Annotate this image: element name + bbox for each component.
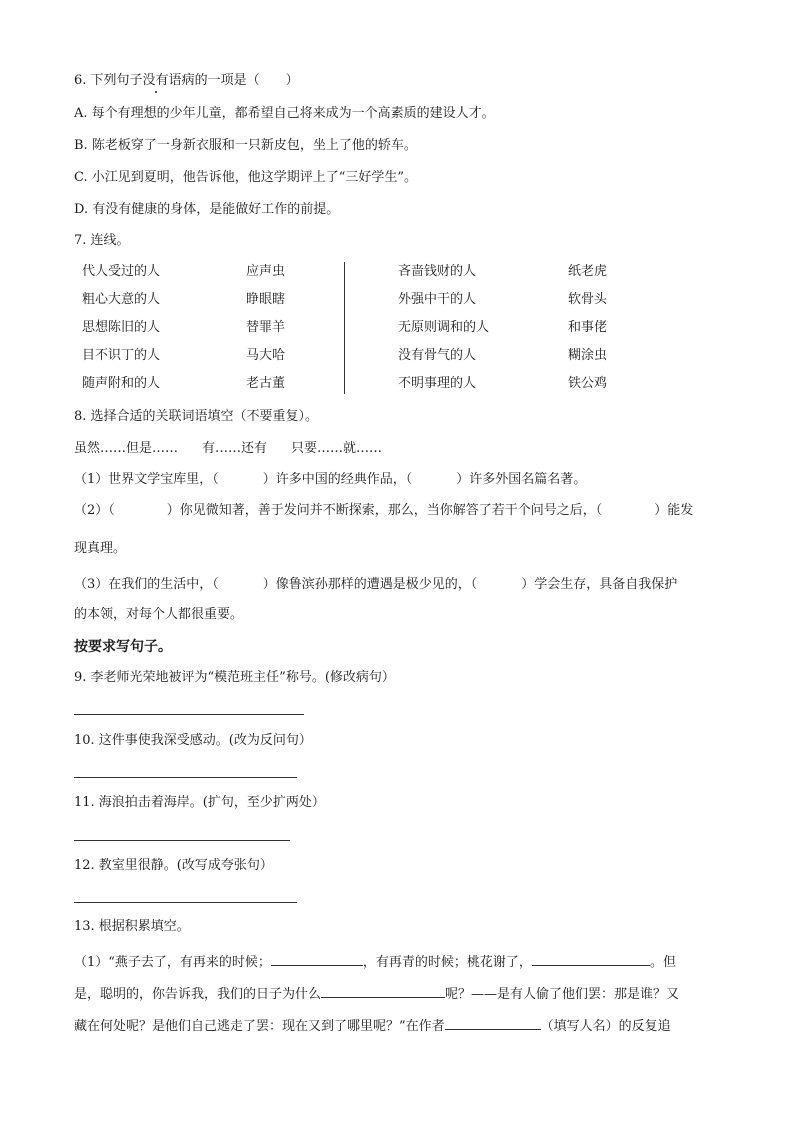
q12-prompt: 12. 教室里很静。(改写成夸张句）: [74, 858, 273, 873]
q8-word-option: 只要……就……: [291, 441, 383, 456]
q8-s3-text: （3）在我们的生活中，（: [74, 577, 219, 592]
q13-line-2: [74, 983, 679, 1004]
q8-s3-text: ）像鲁滨孙那样的遭遇是极少见的，（: [262, 577, 478, 592]
q8-sentence-1: [74, 471, 586, 489]
q7-right-match: 铁公鸡: [568, 376, 608, 391]
q6-option-c: C. 小江见到夏明，他告诉他，他这学期评上了“三好学生”。: [74, 170, 418, 185]
q6-option-d: D. 有没有健康的身体，是能做好工作的前提。: [74, 202, 340, 217]
q8-s3-continued: 的本领，对每个人都很重要。: [74, 607, 244, 622]
q7-left-match: 马大哈: [246, 348, 286, 363]
q7-left-match: 替罪羊: [246, 320, 286, 335]
q6-option-b: B. 陈老板穿了一身新衣服和一只新皮包，坐上了他的轿车。: [74, 138, 417, 153]
q13-blank-2[interactable]: [532, 951, 650, 966]
q13-text: 藏在何处呢？是他们自己逃走了罢：现在又到了哪里呢？”在作者: [74, 1019, 445, 1034]
q7-left-term: 代人受过的人: [82, 264, 161, 279]
q13-text: ，有再青的时候；桃花谢了，: [362, 955, 532, 970]
q8-word-option: 有……还有: [202, 441, 268, 456]
q8-s1-text: ）许多外国名篇名著。: [456, 472, 587, 487]
q8-s2-text: （2）（: [74, 503, 115, 518]
q8-s2-text: ）能发: [654, 503, 694, 518]
q9-prompt: 9. 李老师光荣地被评为“模范班主任”称号。(修改病句）: [74, 670, 395, 685]
q13-text: 呢？——是有人偷了他们罢：那是谁？又: [445, 987, 680, 1002]
q13-line-3: [74, 1015, 671, 1036]
q13-text: 。但: [649, 955, 676, 970]
q7-column-divider: [344, 262, 345, 394]
q13-blank-3[interactable]: [321, 983, 445, 998]
q10-answer-line[interactable]: [74, 777, 297, 778]
q6-emphasized-word: 没有: [142, 73, 169, 88]
q13-blank-4[interactable]: [445, 1015, 541, 1030]
q7-left-term: 粗心大意的人: [82, 292, 161, 307]
q8-s2-text: ）你见微知著，善于发问并不断探索，那么，当你解答了若干个问号之后，（: [166, 503, 603, 518]
q8-word-option: 虽然……但是……: [74, 441, 179, 456]
q7-right-term: 外强中干的人: [398, 292, 477, 307]
q7-right-match: 软骨头: [568, 292, 608, 307]
q13-stem: 13. 根据积累填空。: [74, 919, 190, 934]
q11-answer-line[interactable]: [74, 840, 290, 841]
q12-answer-line[interactable]: [74, 902, 297, 903]
q6-stem-suffix: 语病的一项是（ ）: [168, 73, 299, 88]
q7-right-match: 纸老虎: [568, 264, 608, 279]
q8-word-bank: [74, 440, 382, 458]
q7-right-term: 吝啬钱财的人: [398, 264, 477, 279]
q9-answer-line[interactable]: [74, 714, 304, 715]
q8-s3-text: ）学会生存，具备自我保护: [521, 577, 678, 592]
q7-left-match: 睁眼瞎: [246, 292, 286, 307]
q10-prompt: 10. 这件事使我深受感动。(改为反问句）: [74, 733, 312, 748]
q6-stem-prefix: 6. 下列句子: [74, 73, 143, 88]
q6-stem: [74, 72, 299, 90]
q13-line-1: [74, 951, 676, 972]
q7-stem: 7. 连线。: [74, 233, 130, 248]
q13-blank-1[interactable]: [271, 951, 363, 966]
q8-s2-continued: 现真理。: [74, 541, 127, 556]
q13-text: （填写人名）的反复追: [540, 1019, 671, 1034]
q7-right-term: 无原则调和的人: [398, 320, 490, 335]
q8-sentence-3: [74, 576, 677, 594]
section-heading: 按要求写句子。: [74, 639, 172, 655]
q7-left-match: 应声虫: [246, 264, 286, 279]
q7-left-term: 随声附和的人: [82, 376, 161, 391]
q7-right-term: 没有骨气的人: [398, 348, 477, 363]
q8-stem: 8. 选择合适的关联词语填空（不要重复）。: [74, 409, 319, 424]
q13-text: （1）“燕子去了，有再来的时候；: [74, 955, 271, 970]
q8-s1-text: ）许多中国的经典作品，（: [262, 472, 413, 487]
q13-text: 是，聪明的，你告诉我，我们的日子为什么: [74, 987, 322, 1002]
q8-s1-text: （1）世界文学宝库里，（: [74, 472, 219, 487]
q6-option-a: A. 每个有理想的少年儿童，都希望自己将来成为一个高素质的建设人才。: [74, 106, 495, 121]
q8-sentence-2: [74, 502, 693, 520]
q7-left-term: 思想陈旧的人: [82, 320, 161, 335]
q7-right-match: 糊涂虫: [568, 348, 608, 363]
q7-left-term: 目不识丁的人: [82, 348, 161, 363]
q7-left-match: 老古董: [246, 376, 286, 391]
q7-right-match: 和事佬: [568, 320, 608, 335]
q7-right-term: 不明事理的人: [398, 376, 477, 391]
q11-prompt: 11. 海浪拍击着海岸。(扩句，至少扩两处）: [74, 795, 325, 810]
